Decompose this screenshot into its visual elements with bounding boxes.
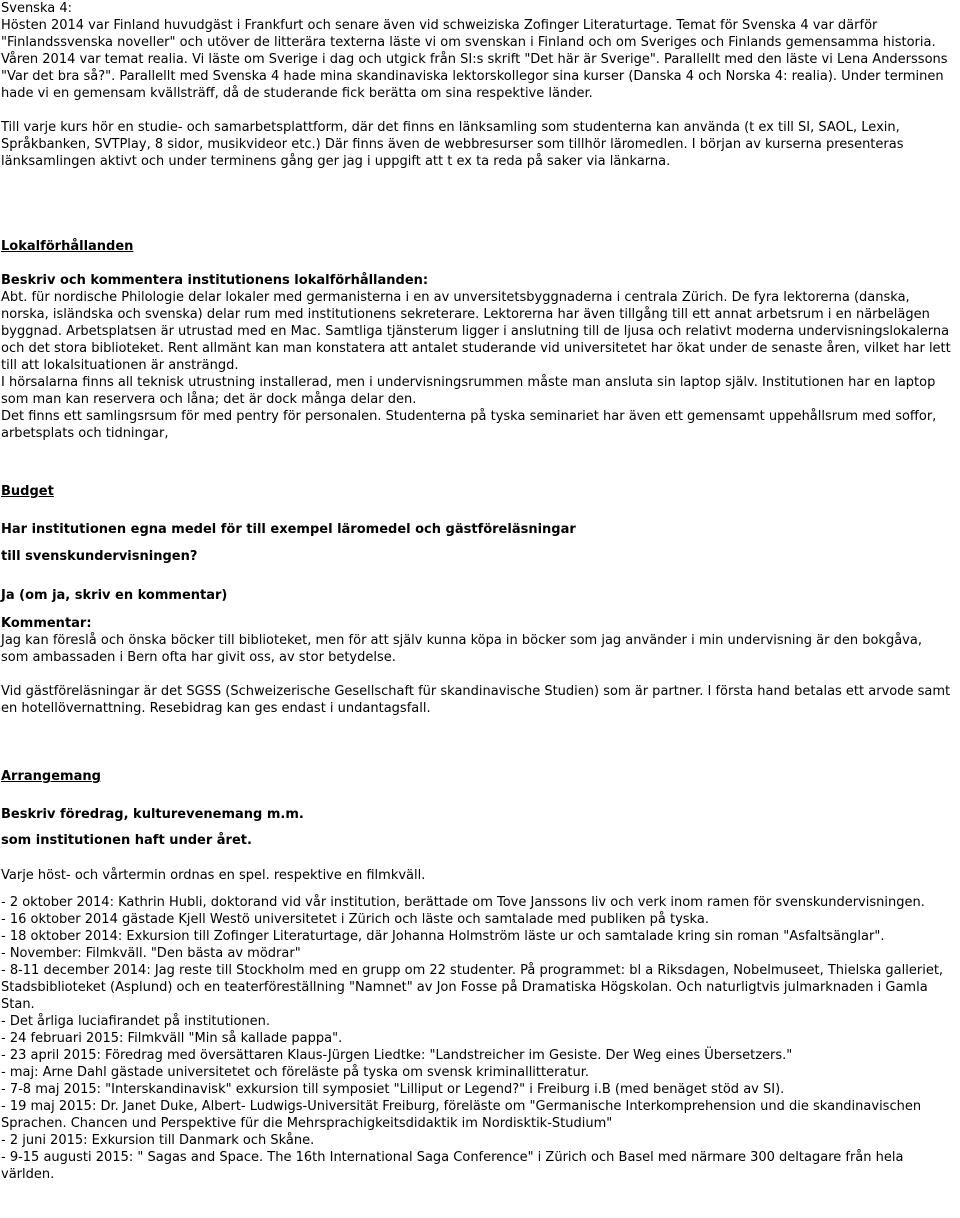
paragraph-budget-comment-2: Vid gästföreläsningar är det SGSS (Schweizerische Gesellschaft für skandinavische Studien) som är partner. I första hand betalas ett arvode samt en hotellövernattning. Resebidrag kan ges endast i undantagsfall. <box>1 684 951 716</box>
spacer <box>1 884 953 894</box>
list-item: - Det årliga luciafirandet på institutionen. <box>1 1014 271 1029</box>
question-arrangemang-2: som institutionen haft under året. <box>1 833 252 848</box>
spacer <box>1 565 953 587</box>
list-item: - 8-11 december 2014: Jag reste till Stockholm med en grupp om 22 studenter. På programmet: bl a Riksdagen, Nobelmuseet, Thielska galleriet, Stadsbiblioteket (Asplund) och en teaterföreställning "Namnet" av Jon Fosse på Dramatiska Högskolan. Och naturligtvis julmarknaden i Gamla Stan. <box>1 963 944 1012</box>
spacer <box>1 102 953 119</box>
spacer <box>1 538 953 548</box>
list-item: - 2 oktober 2014: Kathrin Hubli, doktorand vid vår institution, berättade om Tove Janssons liv och verk inom ramen för svenskundervisningen. <box>1 895 925 910</box>
answer-budget: Ja (om ja, skriv en kommentar) <box>1 588 228 603</box>
paragraph-arrangemang-intro: Varje höst- och vårtermin ordnas en spel. respektive en filmkväll. <box>1 868 426 883</box>
question-arrangemang-1: Beskriv föredrag, kulturevenemang m.m. <box>1 807 304 822</box>
paragraph-budget-comment-1: Jag kan föreslå och önska böcker till biblioteket, men för att själv kunna köpa in böcker som jag använder i min undervisning är den bokgåva, som ambassaden i Bern ofta har givit oss, av stor betydelse. <box>1 633 922 665</box>
heading-arrangemang: Arrangemang <box>1 769 101 784</box>
question-budget-1: Har institutionen egna medel för till exempel läromedel och gästföreläsningar <box>1 522 576 537</box>
spacer <box>1 500 953 521</box>
list-item: - 9-15 augusti 2015: " Sagas and Space. The 16th International Saga Conference" i Zürich och Basel med närmare 300 deltagare från hela världen. <box>1 1150 904 1182</box>
spacer <box>1 604 953 615</box>
spacer <box>1 170 953 238</box>
paragraph-svenska4-intro: Hösten 2014 var Finland huvudgäst i Frankfurt och senare även vid schweiziska Zofinger Literaturtage. Temat för Svenska 4 var därför "Finlandssvenska noveller" och utöver de litterära texterna läste vi om svenskan i Finland och om Sveriges och Finlands gemensamma historia. Våren 2014 var temat realia. Vi läste om Sverige i dag och utgick från SI:s skrift "Det här är Sverige". Parallellt med den läste vi Lena Anderssons "Var det bra så?". Parallellt med Svenska 4 hade mina skandinaviska lektorskollegor sina kurser (Danska 4 och Norska 4: realia). Under terminen hade vi en gemensam kvällsträff, då de studerande fick berätta om sina respektive länder. <box>1 18 948 101</box>
question-lokalforhallanden: Beskriv och kommentera institutionens lokalförhållanden: <box>1 273 429 288</box>
question-budget-2: till svenskundervisningen? <box>1 549 198 564</box>
list-item: - 16 oktober 2014 gästade Kjell Westö universitetet i Zürich och läste och samtalade med publiken på tyska. <box>1 912 709 927</box>
comment-label: Kommentar: <box>1 616 92 631</box>
spacer <box>1 849 953 867</box>
list-item: - maj: Arne Dahl gästade universitetet och föreläste på tyska om svensk kriminallitteratur. <box>1 1065 590 1080</box>
section-title-svenska4: Svenska 4: <box>1 1 73 16</box>
spacer <box>1 666 953 683</box>
list-item: - 18 oktober 2014: Exkursion till Zofinger Literaturtage, där Johanna Holmström läste ur och samtalade kring sin roman "Asfaltsänglar". <box>1 929 885 944</box>
spacer <box>1 785 953 806</box>
spacer <box>1 255 953 272</box>
paragraph-svenska4-platform: Till varje kurs hör en studie- och samarbetsplattform, där det finns en länksamling som studenterna kan använda (t ex till SI, SAOL, Lexin, Språkbanken, SVTPlay, 8 sidor, musikvideor etc.) Där finns även de webbresurser som tillhör läromedlen. I början av kurserna presenteras länksamlingen aktivt och under terminens gång ger jag i uppgift att t ex ta reda på saker via länkarna. <box>1 120 904 169</box>
spacer <box>1 717 953 768</box>
heading-budget: Budget <box>1 484 54 499</box>
list-item: - 23 april 2015: Föredrag med översättaren Klaus-Jürgen Liedtke: "Landstreicher im Gesiste. Der Weg eines Übersetzers." <box>1 1048 793 1063</box>
spacer <box>1 442 953 483</box>
list-item: - 19 maj 2015: Dr. Janet Duke, Albert- Ludwigs-Universität Freiburg, föreläste om "Germanische Interkomprehension und die skandinavischen Sprachen. Chancen und Perspektive für die Mehrsprachigkeitsdidaktik im Nordisktik-Studium" <box>1 1099 922 1131</box>
spacer <box>1 823 953 832</box>
paragraph-lokal-3: Det finns ett samlingsrsum för med pentry för personalen. Studenterna på tyska seminariet har även ett gemensamt uppehållsrum med soffor, arbetsplats och tidningar, <box>1 409 937 441</box>
list-item: - 2 juni 2015: Exkursion till Danmark och Skåne. <box>1 1133 315 1148</box>
list-item: - 24 februari 2015: Filmkväll "Min så kallade pappa". <box>1 1031 343 1046</box>
paragraph-lokal-2: I hörsalarna finns all teknisk utrustning installerad, men i undervisningsrummen måste man ansluta sin laptop själv. Institutionen har en laptop som man kan reservera och låna; det är dock många delar den. <box>1 375 936 407</box>
list-item: - 7-8 maj 2015: "Interskandinavisk" exkursion till symposiet "Lilliput or Legend?" i Freiburg i.B (med benäget stöd av SI). <box>1 1082 785 1097</box>
list-item: - November: Filmkväll. "Den bästa av mödrar" <box>1 946 301 961</box>
paragraph-lokal-1: Abt. für nordische Philologie delar lokaler med germanisterna i en av unversitetsbyggnaderna i centrala Zürich. De fyra lektorerna (danska, norska, isländska och svenska) delar rum med institutionens sekreterare. Lektorerna har även tillgång till ett annat arbetsrum i en närbelägen byggnad. Arbetsplatsen är utrustad med en Mac. Samtliga tjänsterum ligger i anslutning till de ljusa och relativt moderna undervisningslokalerna och det stora biblioteket. Rent allmänt kan man konstatera att antalet studerande vid universitetet har ökat under de senaste åren, vilket har lett till att lokalsituationen är ansträngd. <box>1 290 951 373</box>
event-list <box>1 894 953 1183</box>
heading-lokalforhallanden: Lokalförhållanden <box>1 239 134 254</box>
